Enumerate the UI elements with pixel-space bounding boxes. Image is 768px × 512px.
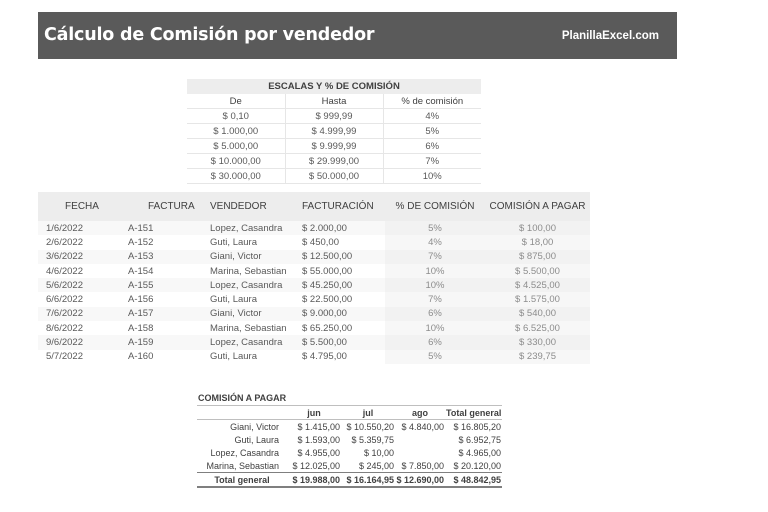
sales-cell[interactable]: $ 5.500,00 xyxy=(485,264,590,278)
sales-cell[interactable]: A-158 xyxy=(128,322,154,334)
pivot-total-label: Total general xyxy=(197,473,287,488)
scales-row xyxy=(187,169,481,184)
sales-cell[interactable]: $ 9.000,00 xyxy=(294,307,385,321)
sales-cell[interactable]: $ 22.500,00 xyxy=(302,294,353,306)
scales-cell[interactable]: 4% xyxy=(383,109,481,124)
sales-cell[interactable]: A-160 xyxy=(128,351,154,363)
sales-cell[interactable]: 8/6/2022 xyxy=(46,322,83,334)
sales-cell[interactable]: 2/6/2022 xyxy=(46,236,83,248)
sales-cell[interactable]: $ 100,00 xyxy=(485,221,590,235)
sales-row xyxy=(38,335,590,349)
sales-cell[interactable]: A-151 xyxy=(126,221,194,235)
pivot-cell[interactable]: $ 1.415,00 xyxy=(297,421,340,432)
pivot-cell[interactable]: $ 4.840,00 xyxy=(401,421,444,432)
pivot-cell[interactable]: $ 7.850,00 xyxy=(401,460,444,471)
pivot-cell[interactable] xyxy=(395,446,445,459)
sales-cell[interactable]: Lopez, Casandra xyxy=(194,221,294,235)
sales-cell[interactable]: A-155 xyxy=(126,278,194,292)
pivot-total-cell[interactable]: $ 12.690,00 xyxy=(395,473,445,488)
sales-cell[interactable]: Giani, Victor xyxy=(194,307,294,321)
sales-header-cell: % DE COMISIÓN xyxy=(385,192,485,221)
sales-row xyxy=(38,278,590,292)
page-title: Cálculo de Comisión por vendedor xyxy=(44,25,375,45)
sales-row xyxy=(38,292,590,306)
sales-cell[interactable]: 5% xyxy=(385,221,485,235)
pivot-row xyxy=(197,446,502,459)
pivot-total-cell[interactable]: $ 48.842,95 xyxy=(445,473,502,488)
scales-cell[interactable]: 5% xyxy=(383,124,481,139)
sales-cell[interactable]: Marina, Sebastian xyxy=(210,265,287,277)
scales-header-cell: De xyxy=(187,94,285,109)
pivot-row-label[interactable]: Lopez, Casandra xyxy=(210,447,279,458)
sales-cell[interactable]: 1/6/2022 xyxy=(38,221,126,235)
sales-header-cell: COMISIÓN A PAGAR xyxy=(485,192,590,221)
scales-cell[interactable]: $ 5.000,00 xyxy=(187,139,285,154)
scales-row xyxy=(187,139,481,154)
sales-cell[interactable]: $ 875,00 xyxy=(485,250,590,264)
sales-cell[interactable]: $ 4.795,00 xyxy=(302,351,347,363)
sales-row xyxy=(38,321,590,335)
sales-cell[interactable]: Guti, Laura xyxy=(210,294,257,306)
sales-cell[interactable]: $ 12.500,00 xyxy=(294,250,385,264)
scales-header-cell: % de comisión xyxy=(383,94,481,109)
pivot-header-cell[interactable]: jul xyxy=(341,406,395,420)
sales-row xyxy=(38,264,590,278)
scales-header-row xyxy=(187,94,481,109)
pivot-cell[interactable]: $ 16.805,20 xyxy=(453,421,502,432)
pivot-cell[interactable]: $ 10,00 xyxy=(363,447,394,458)
pivot-total-row xyxy=(197,473,502,488)
pivot-header-cell xyxy=(197,406,287,420)
pivot-cell[interactable]: $ 1.593,00 xyxy=(297,434,340,445)
sales-row xyxy=(38,307,590,321)
pivot-row-label[interactable]: Guti, Laura xyxy=(234,434,279,445)
sales-cell[interactable]: $ 65.250,00 xyxy=(302,322,353,334)
sales-cell[interactable]: 10% xyxy=(385,278,485,292)
sales-cell[interactable]: 10% xyxy=(385,264,485,278)
scales-cell[interactable]: 7% xyxy=(383,154,481,169)
sales-cell[interactable]: 5/7/2022 xyxy=(46,351,83,363)
scales-header-cell: Hasta xyxy=(285,94,383,109)
pivot-cell[interactable]: $ 4.955,00 xyxy=(297,447,340,458)
scales-title: ESCALAS Y % DE COMISIÓN xyxy=(187,79,481,94)
scales-cell[interactable]: 10% xyxy=(383,169,481,184)
scales-row xyxy=(187,154,481,169)
pivot-cell[interactable]: $ 12.025,00 xyxy=(292,460,340,471)
sales-header-cell: FACTURA xyxy=(126,192,194,221)
sales-header-cell: FECHA xyxy=(38,192,126,221)
scales-cell[interactable]: $ 29.999,00 xyxy=(285,154,383,169)
sales-cell[interactable]: $ 450,00 xyxy=(302,236,339,248)
pivot-total-cell[interactable]: $ 19.988,00 xyxy=(287,473,341,488)
sales-header-cell: FACTURACIÓN xyxy=(294,192,385,221)
sales-cell[interactable]: 6% xyxy=(385,307,485,321)
sales-header-row xyxy=(38,192,590,221)
sales-cell[interactable]: 7/6/2022 xyxy=(38,307,126,321)
pivot-header-row xyxy=(197,406,502,420)
sales-cell[interactable]: Lopez, Casandra xyxy=(194,278,294,292)
pivot-header-cell[interactable]: ago xyxy=(395,406,445,420)
pivot-cell[interactable]: $ 20.120,00 xyxy=(453,460,502,471)
scales-row xyxy=(187,109,481,124)
sales-cell[interactable]: 7% xyxy=(385,250,485,264)
sales-cell[interactable]: $ 330,00 xyxy=(485,335,590,349)
sales-cell[interactable]: 4% xyxy=(385,235,485,249)
sales-cell[interactable]: 7% xyxy=(385,292,485,306)
sales-cell[interactable]: Giani, Victor xyxy=(194,250,294,264)
scales-cell[interactable]: $ 1.000,00 xyxy=(187,124,285,139)
sales-cell[interactable]: 5/6/2022 xyxy=(38,278,126,292)
sales-cell[interactable]: $ 6.525,00 xyxy=(485,321,590,335)
sales-cell[interactable]: Guti, Laura xyxy=(210,351,257,363)
pivot-cell[interactable]: $ 245,00 xyxy=(358,460,394,471)
sales-cell[interactable]: A-157 xyxy=(126,307,194,321)
scales-cell[interactable]: $ 10.000,00 xyxy=(187,154,285,169)
scales-cell[interactable]: $ 50.000,00 xyxy=(285,169,383,184)
pivot-row xyxy=(197,420,502,434)
pivot-header-cell[interactable]: jun xyxy=(287,406,341,420)
sales-cell[interactable]: $ 18,00 xyxy=(485,235,590,249)
sales-cell[interactable]: 6% xyxy=(385,335,485,349)
sales-cell[interactable]: $ 5.500,00 xyxy=(294,335,385,349)
sales-cell[interactable]: $ 45.250,00 xyxy=(294,278,385,292)
sales-row xyxy=(38,350,590,364)
sales-cell[interactable]: 9/6/2022 xyxy=(38,335,126,349)
sales-cell[interactable]: $ 1.575,00 xyxy=(485,292,590,306)
sales-cell[interactable]: A-159 xyxy=(126,335,194,349)
pivot-total-cell[interactable]: $ 16.164,95 xyxy=(341,473,395,488)
sales-cell[interactable]: Guti, Laura xyxy=(210,236,257,248)
sales-cell[interactable]: Lopez, Casandra xyxy=(194,335,294,349)
pivot-row-label[interactable]: Marina, Sebastian xyxy=(206,460,279,471)
sales-cell[interactable]: 10% xyxy=(385,321,485,335)
sales-row xyxy=(38,250,590,264)
pivot-cell[interactable]: $ 4.965,00 xyxy=(458,447,502,458)
sales-row xyxy=(38,221,590,235)
scales-row xyxy=(187,124,481,139)
pivot-cell[interactable]: $ 10.550,20 xyxy=(346,421,394,432)
pivot-row xyxy=(197,433,502,446)
sales-cell[interactable]: A-154 xyxy=(128,265,154,277)
scales-cell[interactable]: 6% xyxy=(383,139,481,154)
scales-cell[interactable]: $ 0,10 xyxy=(187,109,285,124)
sales-cell[interactable]: 3/6/2022 xyxy=(38,250,126,264)
sales-cell[interactable]: Marina, Sebastian xyxy=(210,322,287,334)
sales-cell[interactable]: 6/6/2022 xyxy=(46,294,83,306)
sales-cell[interactable]: $ 55.000,00 xyxy=(302,265,353,277)
commission-scales-table xyxy=(187,79,481,184)
pivot-cell[interactable]: $ 5.359,75 xyxy=(351,434,394,445)
sales-row xyxy=(38,235,590,249)
sales-header-cell: VENDEDOR xyxy=(194,192,294,221)
sales-cell[interactable]: A-152 xyxy=(128,236,154,248)
scales-cell[interactable]: $ 9.999,99 xyxy=(285,139,383,154)
pivot-row-label[interactable]: Giani, Victor xyxy=(230,421,279,432)
sales-cell[interactable]: $ 4.525,00 xyxy=(485,278,590,292)
sales-table xyxy=(38,192,590,364)
pivot-cell[interactable]: $ 6.952,75 xyxy=(458,434,502,445)
pivot-table xyxy=(197,391,502,488)
sales-cell[interactable]: $ 540,00 xyxy=(485,307,590,321)
sales-cell[interactable]: $ 239,75 xyxy=(485,350,590,364)
scales-cell[interactable]: $ 30.000,00 xyxy=(187,169,285,184)
pivot-header-cell[interactable]: Total general xyxy=(446,407,502,418)
pivot-title: COMISIÓN A PAGAR xyxy=(197,391,502,406)
title-banner xyxy=(38,12,677,59)
pivot-title-row xyxy=(197,391,502,406)
sales-cell[interactable]: 4/6/2022 xyxy=(46,265,83,277)
sales-cell[interactable]: $ 2.000,00 xyxy=(294,221,385,235)
sales-cell[interactable]: A-153 xyxy=(126,250,194,264)
sales-cell[interactable]: 5% xyxy=(385,350,485,364)
sales-cell[interactable]: A-156 xyxy=(128,294,154,306)
scales-cell[interactable]: $ 999,99 xyxy=(285,109,383,124)
pivot-cell[interactable] xyxy=(395,433,445,446)
pivot-row xyxy=(197,459,502,473)
scales-cell[interactable]: $ 4.999,99 xyxy=(285,124,383,139)
brand-label: PlanillaExcel.com xyxy=(561,30,659,42)
